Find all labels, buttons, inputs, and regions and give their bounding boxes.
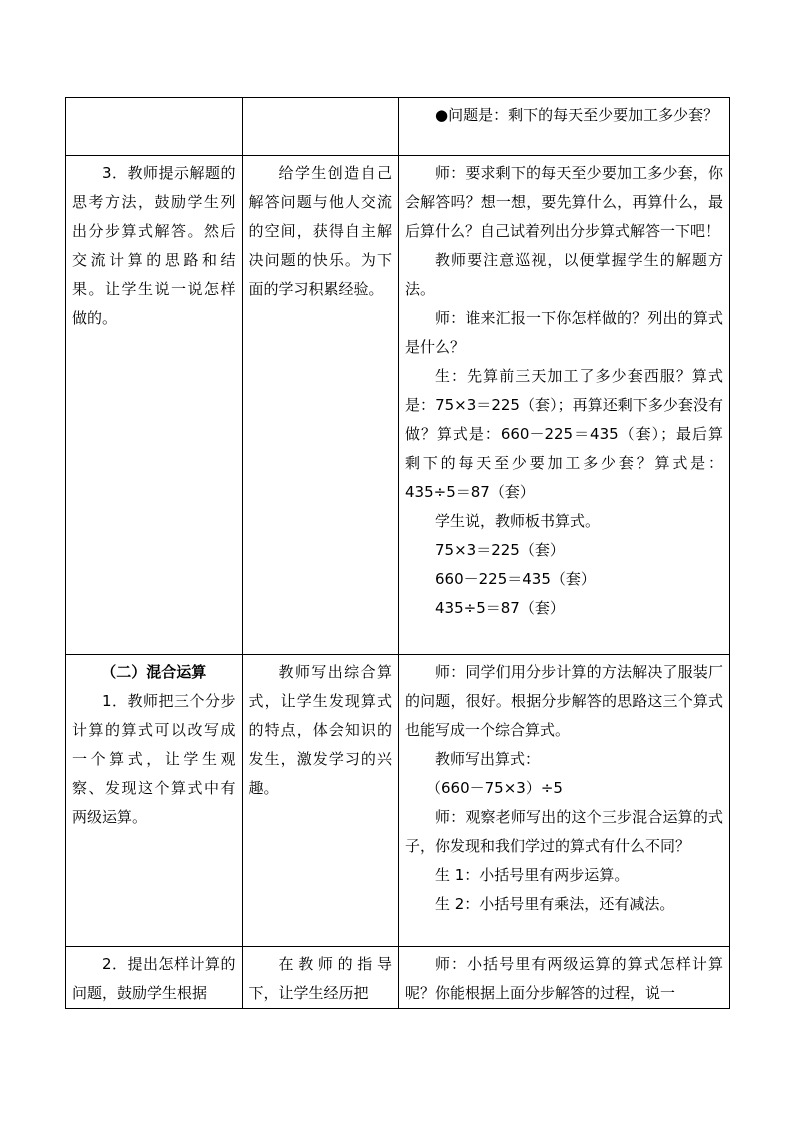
classroom-dialogue-cell bbox=[399, 947, 730, 1009]
paragraph: 师：谁来汇报一下你怎样做的？列出的算式是什么？ bbox=[405, 309, 723, 356]
lesson-plan-table bbox=[65, 97, 730, 1009]
paragraph: 1．教师把三个分步计算的算式可以改写成一个算式，让学生观察、发现这个算式中有两级运算。 bbox=[72, 692, 236, 826]
paragraph: 给学生创造自己解答问题与他人交流的空间，获得自主解决问题的快乐。为下面的学习积累经验。 bbox=[248, 164, 392, 298]
paragraph: 教师要注意巡视，以便掌握学生的解题方法。 bbox=[405, 251, 723, 298]
teaching-process-cell bbox=[66, 947, 243, 1009]
paragraph: 师：小括号里有两级运算的算式怎样计算呢？你能根据上面分步解答的过程，说一 bbox=[405, 955, 723, 1002]
table-row bbox=[66, 98, 730, 156]
classroom-dialogue-cell bbox=[399, 655, 730, 947]
section-heading: （二）混合运算 bbox=[101, 663, 207, 681]
table-row bbox=[66, 655, 730, 947]
paragraph: 教师写出算式： bbox=[435, 750, 541, 768]
formula-line: 75×3＝225（套） bbox=[435, 541, 565, 559]
paragraph: 在教师的指导下，让学生经历把 bbox=[248, 955, 392, 1002]
classroom-dialogue-cell bbox=[399, 98, 730, 156]
paragraph: 学生说，教师板书算式。 bbox=[435, 512, 601, 530]
design-intent-cell bbox=[242, 947, 398, 1009]
question-bullet: ●问题是：剩下的每天至少要加工多少套？ bbox=[435, 106, 719, 124]
paragraph: 师：要求剩下的每天至少要加工多少套，你会解答吗？想一想，要先算什么，再算什么，最后算什么？自己试着列出分步算式解答一下吧！ bbox=[405, 164, 723, 240]
paragraph: 教师写出综合算式，让学生发现算式的特点，体会知识的发生，激发学习的兴趣。 bbox=[248, 663, 392, 797]
paragraph: 2．提出怎样计算的问题，鼓励学生根据 bbox=[72, 955, 236, 1002]
paragraph: 生：先算前三天加工了多少套西服？算式是：75×3＝225（套）；再算还剩下多少套没有做？算式是：660－225＝435（套）；最后算剩下的每天至少要加工多少套？算式是：435÷5＝87（套） bbox=[405, 367, 723, 501]
teaching-process-cell bbox=[66, 655, 243, 947]
teaching-process-cell bbox=[66, 98, 243, 156]
design-intent-cell bbox=[242, 156, 398, 655]
paragraph: 生 1：小括号里有两步运算。 bbox=[435, 866, 630, 884]
paragraph: 师：同学们用分步计算的方法解决了服装厂的问题，很好。根据分步解答的思路这三个算式也能写成一个综合算式。 bbox=[405, 663, 723, 739]
teaching-process-cell bbox=[66, 156, 243, 655]
paragraph: 生 2：小括号里有乘法，还有减法。 bbox=[435, 895, 675, 913]
paragraph: 3．教师提示解题的思考方法，鼓励学生列出分步算式解答。然后交流计算的思路和结果。让学生说一说怎样做的。 bbox=[72, 164, 236, 327]
design-intent-cell bbox=[242, 98, 398, 156]
formula-line: 660－225＝435（套） bbox=[435, 570, 596, 588]
table-row bbox=[66, 156, 730, 655]
paragraph: 师：观察老师写出的这个三步混合运算的式子，你发现和我们学过的算式有什么不同？ bbox=[405, 808, 723, 855]
formula-line: 435÷5＝87（套） bbox=[435, 599, 565, 617]
table-row bbox=[66, 947, 730, 1009]
design-intent-cell bbox=[242, 655, 398, 947]
formula-line: （660－75×3）÷5 bbox=[426, 779, 563, 797]
classroom-dialogue-cell bbox=[399, 156, 730, 655]
